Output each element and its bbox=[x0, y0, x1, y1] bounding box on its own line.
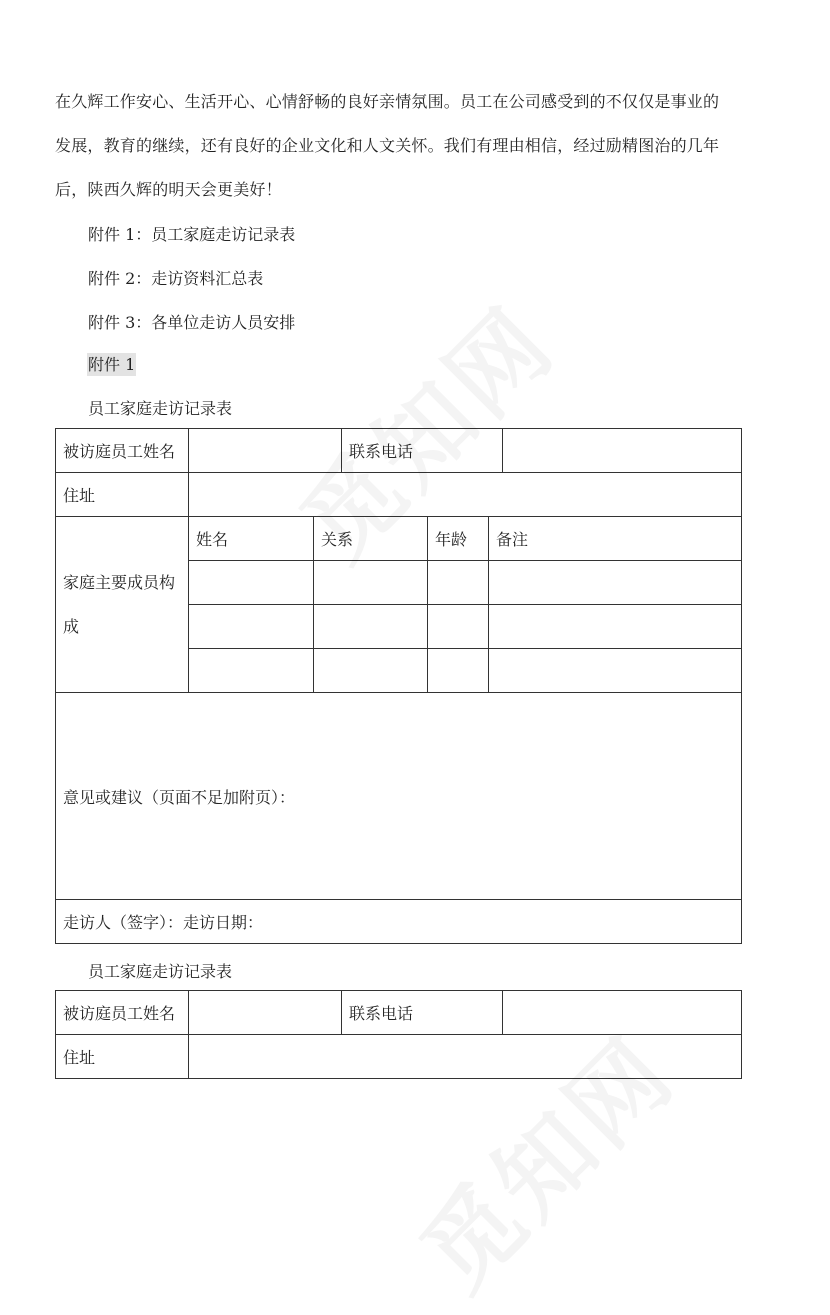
family-cell[interactable] bbox=[189, 649, 314, 693]
family-cell[interactable] bbox=[428, 605, 489, 649]
family-cell[interactable] bbox=[428, 649, 489, 693]
form1-title: 员工家庭走访记录表 bbox=[88, 399, 233, 418]
employee-name-label: 被访庭员工姓名 bbox=[56, 429, 189, 473]
visitor-signature-field[interactable]: 走访人（签字）：走访日期： bbox=[56, 900, 742, 944]
paragraph-line: 后，陕西久辉的明天会更美好！ bbox=[55, 180, 282, 199]
family-cell[interactable] bbox=[189, 605, 314, 649]
table-row bbox=[56, 517, 742, 561]
form2-title: 员工家庭走访记录表 bbox=[88, 962, 233, 981]
attachment-item-3: 附件 3：各单位走访人员安排 bbox=[88, 313, 296, 332]
address-field[interactable] bbox=[189, 473, 742, 517]
family-cell[interactable] bbox=[428, 561, 489, 605]
address-field[interactable] bbox=[189, 1035, 742, 1079]
family-cell[interactable] bbox=[489, 605, 742, 649]
visit-record-form-2 bbox=[55, 990, 742, 1079]
employee-name-field[interactable] bbox=[189, 429, 342, 473]
employee-name-label: 被访庭员工姓名 bbox=[56, 991, 189, 1035]
table-row bbox=[56, 473, 742, 517]
table-row bbox=[56, 693, 742, 900]
family-header-remarks: 备注 bbox=[489, 517, 742, 561]
table-row bbox=[56, 900, 742, 944]
phone-label: 联系电话 bbox=[342, 429, 503, 473]
phone-field[interactable] bbox=[503, 991, 742, 1035]
family-cell[interactable] bbox=[189, 561, 314, 605]
table-row bbox=[56, 991, 742, 1035]
attachment-item-2: 附件 2：走访资料汇总表 bbox=[88, 269, 264, 288]
family-cell[interactable] bbox=[489, 649, 742, 693]
attachment-heading bbox=[87, 352, 136, 375]
table-row bbox=[56, 429, 742, 473]
phone-label: 联系电话 bbox=[342, 991, 503, 1035]
family-cell[interactable] bbox=[314, 561, 428, 605]
paragraph-line: 在久辉工作安心、生活开心、心情舒畅的良好亲情氛围。员工在公司感受到的不仅仅是事业的 bbox=[55, 92, 720, 111]
table-row bbox=[56, 1035, 742, 1079]
family-cell[interactable] bbox=[314, 605, 428, 649]
family-cell[interactable] bbox=[314, 649, 428, 693]
phone-field[interactable] bbox=[503, 429, 742, 473]
attachment-item-1: 附件 1：员工家庭走访记录表 bbox=[88, 225, 296, 244]
family-header-relation: 关系 bbox=[314, 517, 428, 561]
address-label: 住址 bbox=[56, 473, 189, 517]
address-label: 住址 bbox=[56, 1035, 189, 1079]
family-cell[interactable] bbox=[489, 561, 742, 605]
family-header-age: 年龄 bbox=[428, 517, 489, 561]
paragraph-line: 发展，教育的继续，还有良好的企业文化和人文关怀。我们有理由相信，经过励精图治的几年 bbox=[55, 136, 720, 155]
attachment-heading-text: 附件 1 bbox=[88, 355, 136, 374]
visit-record-form-1 bbox=[55, 428, 742, 944]
body-paragraph bbox=[55, 80, 755, 212]
employee-name-field[interactable] bbox=[189, 991, 342, 1035]
opinion-field[interactable]: 意见或建议（页面不足加附页）： bbox=[56, 693, 742, 900]
family-members-label: 家庭主要成员构成 bbox=[56, 517, 189, 693]
family-header-name: 姓名 bbox=[189, 517, 314, 561]
